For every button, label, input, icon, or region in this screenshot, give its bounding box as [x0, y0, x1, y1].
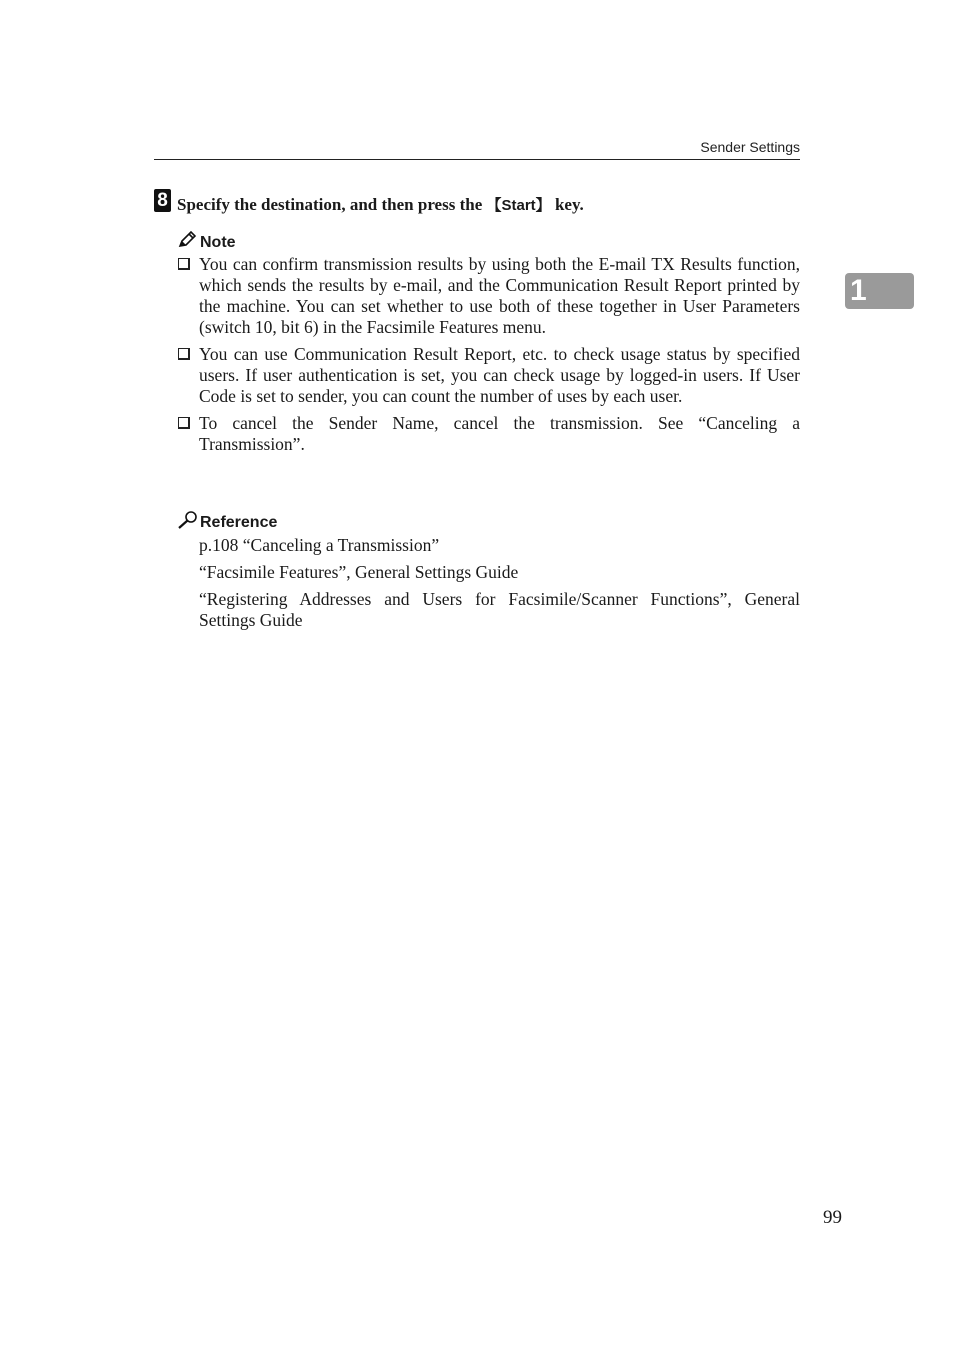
reference-list	[199, 535, 800, 637]
page-number: 99	[823, 1207, 842, 1228]
pencil-icon	[177, 230, 197, 250]
step-text-before: Specify the destination, and then press the	[177, 195, 487, 214]
checkbox-bullet-icon	[178, 258, 190, 270]
step-instruction	[154, 189, 814, 219]
chapter-tab: 1	[845, 273, 914, 309]
reference-item: “Registering Addresses and Users for Facsimile/Scanner Functions”, General Settings Guide	[199, 589, 800, 630]
note-heading-label: Note	[200, 234, 236, 251]
step-text	[177, 194, 584, 215]
note-list	[177, 254, 800, 461]
start-key-label: 【Start】	[486, 197, 551, 214]
note-item: To cancel the Sender Name, cancel the transmission. See “Canceling a Transmission”.	[177, 413, 800, 455]
note-item: You can use Communication Result Report, etc. to check usage status by specified users. If user authentication is set, you can check usage by logged-in users. If User Code is set to sender, you can count the number of uses by each user.	[177, 344, 800, 407]
magnifier-icon	[177, 510, 199, 530]
checkbox-bullet-icon	[178, 417, 190, 429]
step-number-badge: 8	[154, 189, 171, 212]
running-header-title: Sender Settings	[700, 139, 800, 155]
running-header	[154, 137, 800, 160]
note-item: You can confirm transmission results by using both the E-mail TX Results function, which sends the results by e-mail, and the Communication Result Report printed by the machine. You can set whether to use both of these together in User Parameters (switch 10, bit 6) in the Facsimile Features menu.	[177, 254, 800, 338]
step-text-after: key.	[550, 195, 584, 214]
checkbox-bullet-icon	[178, 348, 190, 360]
reference-item: p.108 “Canceling a Transmission”	[199, 535, 440, 555]
reference-item: “Facsimile Features”, General Settings Guide	[199, 562, 519, 582]
reference-heading-label: Reference	[200, 514, 278, 531]
